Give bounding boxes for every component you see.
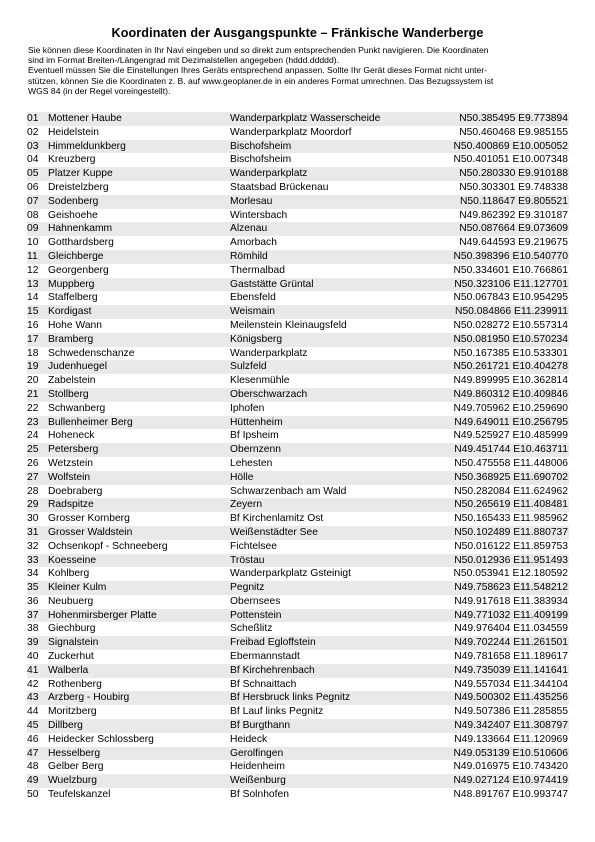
coordinates: N50.016122 E11.859753 xyxy=(454,540,568,552)
starting-point: Gaststätte Grüntal xyxy=(230,278,314,290)
page-title: Koordinaten der Ausgangspunkte – Fränkische Wanderberge xyxy=(111,26,484,40)
table-row xyxy=(27,540,569,554)
mountain-name: Wetzstein xyxy=(48,457,94,469)
table-row xyxy=(27,388,569,402)
mountain-name: Kohlberg xyxy=(48,568,90,580)
mountain-name: Bramberg xyxy=(48,333,94,345)
coordinates: N50.280330 E9.910188 xyxy=(459,168,568,180)
row-number: 34 xyxy=(27,568,39,580)
mountain-name: Himmeldunkberg xyxy=(48,140,126,152)
row-number: 29 xyxy=(27,499,39,511)
coordinates: N49.702244 E11.261501 xyxy=(454,637,568,649)
starting-point: Heideck xyxy=(230,733,268,745)
table-row xyxy=(27,291,569,305)
mountain-name: Walberla xyxy=(48,664,89,676)
row-number: 22 xyxy=(27,402,39,414)
coordinates: N50.012936 E11.951493 xyxy=(454,554,568,566)
row-number: 45 xyxy=(27,720,39,732)
row-number: 33 xyxy=(27,554,39,566)
starting-point: Weismain xyxy=(230,306,276,318)
starting-point: Bf Burgthann xyxy=(230,720,291,732)
table-row xyxy=(27,705,569,719)
table-row xyxy=(27,443,569,457)
starting-point: Römhild xyxy=(230,250,268,262)
table-row xyxy=(27,595,569,609)
mountain-name: Kordigast xyxy=(48,306,92,318)
row-number: 19 xyxy=(27,361,39,373)
mountain-name: Judenhuegel xyxy=(48,361,107,373)
row-number: 41 xyxy=(27,664,39,676)
table-row xyxy=(27,402,569,416)
table-row xyxy=(27,416,569,430)
coordinates: N49.860312 E10.409846 xyxy=(453,388,568,400)
mountain-name: Giechburg xyxy=(48,623,96,635)
table-row xyxy=(27,567,569,581)
mountain-name: Hohe Wann xyxy=(48,319,102,331)
mountain-name: Heidelstein xyxy=(48,126,99,138)
table-row xyxy=(27,209,569,223)
mountain-name: Mottener Haube xyxy=(48,113,122,124)
row-number: 04 xyxy=(27,154,39,166)
mountain-name: Wolfstein xyxy=(48,471,91,483)
row-number: 38 xyxy=(27,623,39,635)
row-number: 27 xyxy=(27,471,39,483)
row-number: 23 xyxy=(27,416,39,428)
table-row xyxy=(27,760,569,774)
coordinates: N50.323106 E11.127701 xyxy=(454,278,568,290)
starting-point: Amorbach xyxy=(230,237,277,249)
mountain-name: Signalstein xyxy=(48,637,99,649)
mountain-name: Kreuzberg xyxy=(48,154,96,166)
mountain-name: Ochsenkopf - Schneeberg xyxy=(48,540,168,552)
starting-point: Bf Kirchehrenbach xyxy=(230,664,315,676)
coordinates: N50.165433 E11.985962 xyxy=(454,513,568,525)
row-number: 18 xyxy=(27,347,39,359)
mountain-name: Hesselberg xyxy=(48,747,101,759)
row-number: 09 xyxy=(27,223,39,235)
table-row xyxy=(27,374,569,388)
table-row xyxy=(27,181,569,195)
coordinates: N50.087664 E9.073609 xyxy=(459,223,568,235)
mountain-name: Muppberg xyxy=(48,278,95,290)
row-number: 35 xyxy=(27,582,39,594)
mountain-name: Grosser Kornberg xyxy=(48,513,130,525)
mountain-name: Kleiner Kulm xyxy=(48,582,107,594)
row-number: 03 xyxy=(27,140,39,152)
row-number: 11 xyxy=(27,250,38,262)
coordinates: N49.649011 E10.256795 xyxy=(454,416,568,428)
table-row xyxy=(27,678,569,692)
coordinates: N49.771032 E11.409199 xyxy=(454,609,568,621)
row-number: 15 xyxy=(27,306,39,318)
starting-point: Weißenburg xyxy=(230,775,286,787)
coordinates: N49.027124 E10.974419 xyxy=(453,775,568,787)
coordinates: N50.303301 E9.748338 xyxy=(459,181,568,193)
starting-point: Gerolfingen xyxy=(230,747,284,759)
coordinates: N49.133664 E11.120969 xyxy=(454,733,568,745)
coordinates: N49.342407 E11.308797 xyxy=(454,720,568,732)
mountain-name: Teufelskanzel xyxy=(48,789,111,801)
starting-point: Pottenstein xyxy=(230,609,282,621)
coordinates: N49.053139 E10.510606 xyxy=(453,747,568,759)
mountain-name: Rothenberg xyxy=(48,678,102,690)
coordinates: N50.475558 E11.448006 xyxy=(454,457,568,469)
starting-point: Obernzenn xyxy=(230,444,281,456)
mountain-name: Bullenheimer Berg xyxy=(48,416,133,428)
starting-point: Wanderparkplatz Moordorf xyxy=(230,126,352,138)
starting-point: Morlesau xyxy=(230,195,273,207)
table-row xyxy=(27,360,569,374)
coordinates: N50.102489 E11.880737 xyxy=(454,526,568,538)
starting-point: Obernsees xyxy=(230,595,281,607)
row-number: 13 xyxy=(27,278,39,290)
mountain-name: Petersberg xyxy=(48,444,99,456)
starting-point: Scheßlitz xyxy=(230,623,273,635)
coordinates: N49.557034 E11.344104 xyxy=(454,678,568,690)
intro-line: WGS 84 (in der Regel voreingestellt). xyxy=(28,85,171,96)
starting-point: Hölle xyxy=(230,471,254,483)
starting-point: Bf Solnhofen xyxy=(230,789,289,801)
starting-point: Sulzfeld xyxy=(230,361,267,373)
starting-point: Bf Ipsheim xyxy=(230,430,279,442)
mountain-name: Geishoehe xyxy=(48,209,98,221)
table-row xyxy=(27,250,569,264)
table-row xyxy=(27,719,569,733)
mountain-name: Stollberg xyxy=(48,388,89,400)
mountain-name: Staffelberg xyxy=(48,292,98,304)
mountain-name: Platzer Kuppe xyxy=(48,168,113,180)
starting-point: Wintersbach xyxy=(230,209,288,221)
mountain-name: Doebraberg xyxy=(48,485,103,497)
mountain-name: Hahnenkamm xyxy=(48,223,113,235)
table-row xyxy=(27,733,569,747)
starting-point: Zeyern xyxy=(230,499,263,511)
coordinates: N50.282084 E11.624962 xyxy=(454,485,568,497)
mountain-name: Grosser Waldstein xyxy=(48,526,133,538)
starting-point: Oberschwarzach xyxy=(230,388,308,400)
coordinates: N49.899995 E10.362814 xyxy=(453,375,568,387)
coordinates: N49.644593 E9.219675 xyxy=(459,237,568,249)
table-row xyxy=(27,636,569,650)
starting-point: Bischofsheim xyxy=(230,154,292,166)
mountain-name: Neubuerg xyxy=(48,595,94,607)
starting-point: Ebermannstadt xyxy=(230,651,300,663)
coordinates: N50.398396 E10.540770 xyxy=(453,250,568,262)
row-number: 21 xyxy=(27,388,39,400)
row-number: 25 xyxy=(27,444,39,456)
mountain-name: Koesseine xyxy=(48,554,97,566)
starting-point: Tröstau xyxy=(230,554,265,566)
table-row xyxy=(27,195,569,209)
table-row xyxy=(27,457,569,471)
starting-point: Heidenheim xyxy=(230,761,285,773)
coordinates: N49.917618 E11.383934 xyxy=(454,595,568,607)
starting-point: Klesenmühle xyxy=(230,375,290,387)
coordinates: N50.334601 E10.766861 xyxy=(453,264,568,276)
coordinates: N50.265619 E11.408481 xyxy=(454,499,568,511)
table-row xyxy=(27,126,569,140)
coordinates: N49.705962 E10.259690 xyxy=(453,402,568,414)
table-row xyxy=(27,788,569,802)
intro-line: sind im Format Breiten-/Längengrad mit Dezimalstellen angegeben (hddd.ddddd). xyxy=(28,55,339,66)
table-row xyxy=(27,167,569,181)
coordinates: N49.500302 E11.435256 xyxy=(454,692,568,704)
row-number: 16 xyxy=(27,319,39,331)
intro-line: Eventuell müssen Sie die Einstellungen Ihres Geräts entsprechend anpassen. Sollte Ihr Gerät dieses Format nicht unter- xyxy=(28,65,488,76)
coordinates: N50.053941 E12.180592 xyxy=(453,568,568,580)
coordinates: N49.525927 E10.485999 xyxy=(453,430,568,442)
table-row xyxy=(27,305,569,319)
coordinates: N50.084866 E11.239911 xyxy=(455,306,568,318)
mountain-name: Gotthardsberg xyxy=(48,237,114,249)
coordinates: N49.758623 E11.548212 xyxy=(454,582,568,594)
row-number: 40 xyxy=(27,651,39,663)
row-number: 50 xyxy=(27,789,39,801)
starting-point: Bf Hersbruck links Pegnitz xyxy=(230,692,351,704)
starting-point: Wanderparkplatz xyxy=(230,168,308,180)
coordinates: N49.862392 E9.310187 xyxy=(459,209,568,221)
table-row xyxy=(27,609,569,623)
coordinates: N49.016975 E10.743420 xyxy=(453,761,568,773)
coordinates: N50.368925 E11.690702 xyxy=(454,471,568,483)
mountain-name: Gelber Berg xyxy=(48,761,104,773)
table-row xyxy=(27,622,569,636)
row-number: 32 xyxy=(27,540,39,552)
row-number: 48 xyxy=(27,761,39,773)
table-row xyxy=(27,774,569,788)
row-number: 31 xyxy=(27,526,39,538)
table-row xyxy=(27,471,569,485)
coordinates: N49.976404 E11.034559 xyxy=(454,623,568,635)
row-number: 14 xyxy=(27,292,39,304)
coordinates: N50.460468 E9.985155 xyxy=(459,126,568,138)
mountain-name: Schwanberg xyxy=(48,402,106,414)
starting-point: Staatsbad Brückenau xyxy=(230,181,329,193)
starting-point: Hüttenheim xyxy=(230,416,283,428)
mountain-name: Wuelzburg xyxy=(48,775,98,787)
coordinates: N50.167385 E10.533301 xyxy=(453,347,568,359)
coordinates: N49.781658 E11.189617 xyxy=(454,651,568,663)
starting-point: Bischofsheim xyxy=(230,140,292,152)
starting-point: Pegnitz xyxy=(230,582,265,594)
table-row xyxy=(27,140,569,154)
table-row xyxy=(27,498,569,512)
table-row xyxy=(27,319,569,333)
starting-point: Alzenau xyxy=(230,223,268,235)
row-number: 46 xyxy=(27,733,39,745)
table-row xyxy=(27,264,569,278)
row-number: 05 xyxy=(27,168,39,180)
mountain-name: Dreistelzberg xyxy=(48,181,109,193)
table-row xyxy=(27,112,569,126)
row-number: 07 xyxy=(27,195,39,207)
starting-point: Weißenstädter See xyxy=(230,526,318,538)
row-number: 39 xyxy=(27,637,39,649)
intro-line: stützen, können Sie die Koordinaten z. B. auf www.geoplaner.de in ein anderes Format umrechnen. Das Bezugssystem ist xyxy=(28,75,494,86)
coordinates: N50.028272 E10.557314 xyxy=(453,319,568,331)
starting-point: Wanderparkplatz Wasserscheide xyxy=(230,113,381,124)
row-number: 06 xyxy=(27,181,39,193)
table-row xyxy=(27,512,569,526)
coordinates-table xyxy=(27,112,569,802)
mountain-name: Hoheneck xyxy=(48,430,95,442)
row-number: 08 xyxy=(27,209,39,221)
table-row xyxy=(27,333,569,347)
coordinates: N50.067843 E10.954295 xyxy=(453,292,568,304)
starting-point: Schwarzenbach am Wald xyxy=(230,485,347,497)
starting-point: Bf Lauf links Pegnitz xyxy=(230,706,324,718)
starting-point: Ebensfeld xyxy=(230,292,276,304)
mountain-name: Moritzberg xyxy=(48,706,97,718)
table-row xyxy=(27,222,569,236)
row-number: 10 xyxy=(27,237,39,249)
row-number: 26 xyxy=(27,457,39,469)
intro-text xyxy=(28,45,573,96)
table-row xyxy=(27,664,569,678)
starting-point: Wanderparkplatz xyxy=(230,347,308,359)
table-row xyxy=(27,650,569,664)
row-number: 37 xyxy=(27,609,39,621)
starting-point: Lehesten xyxy=(230,457,273,469)
intro-line: Sie können diese Koordinaten in Ihr Navi eingeben und so direkt zum entsprechenden Punkt navigieren. Die Koordinaten xyxy=(28,45,489,55)
table-row xyxy=(27,554,569,568)
starting-point: Thermalbad xyxy=(230,264,285,276)
coordinates: N48.891767 E10.993747 xyxy=(453,789,568,801)
coordinates: N50.081950 E10.570234 xyxy=(453,333,568,345)
mountain-name: Arzberg - Houbirg xyxy=(48,692,130,704)
row-number: 01 xyxy=(27,113,39,124)
row-number: 47 xyxy=(27,747,39,759)
table-row xyxy=(27,153,569,167)
starting-point: Fichtelsee xyxy=(230,540,277,552)
table-row xyxy=(27,691,569,705)
table-row xyxy=(27,485,569,499)
mountain-name: Dillberg xyxy=(48,720,83,732)
starting-point: Bf Kirchenlamitz Ost xyxy=(230,513,324,525)
coordinates: N49.507386 E11.285855 xyxy=(454,706,568,718)
coordinates: N50.261721 E10.404278 xyxy=(453,361,568,373)
mountain-name: Georgenberg xyxy=(48,264,109,276)
table-row xyxy=(27,429,569,443)
coordinates: N49.735039 E11.141641 xyxy=(454,664,568,676)
starting-point: Meilenstein Kleinaugsfeld xyxy=(230,319,347,331)
mountain-name: Sodenberg xyxy=(48,195,99,207)
table-row xyxy=(27,526,569,540)
starting-point: Wanderparkplatz Gsteinigt xyxy=(230,568,351,580)
table-row xyxy=(27,278,569,292)
table-row xyxy=(27,236,569,250)
row-number: 49 xyxy=(27,775,39,787)
mountain-name: Radspitze xyxy=(48,499,94,511)
mountain-name: Hohenmirsberger Platte xyxy=(48,609,157,621)
row-number: 36 xyxy=(27,595,39,607)
table-row xyxy=(27,747,569,761)
coordinates: N50.400869 E10.005052 xyxy=(453,140,568,152)
row-number: 24 xyxy=(27,430,39,442)
table-row xyxy=(27,581,569,595)
row-number: 42 xyxy=(27,678,39,690)
coordinates: N50.401051 E10.007348 xyxy=(453,154,568,166)
row-number: 43 xyxy=(27,692,39,704)
table-row xyxy=(27,347,569,361)
starting-point: Bf Schnaittach xyxy=(230,678,297,690)
mountain-name: Zabelstein xyxy=(48,375,96,387)
mountain-name: Schwedenschanze xyxy=(48,347,135,359)
coordinates: N49.451744 E10.463711 xyxy=(454,444,568,456)
row-number: 30 xyxy=(27,513,39,525)
row-number: 44 xyxy=(27,706,39,718)
starting-point: Freibad Egloffstein xyxy=(230,637,316,649)
starting-point: Königsberg xyxy=(230,333,283,345)
mountain-name: Zuckerhut xyxy=(48,651,94,663)
row-number: 28 xyxy=(27,485,39,497)
coordinates: N50.118647 E9.805521 xyxy=(459,195,568,207)
row-number: 20 xyxy=(27,375,39,387)
starting-point: Iphofen xyxy=(230,402,265,414)
row-number: 12 xyxy=(27,264,39,276)
coordinates: N50.385495 E9.773894 xyxy=(459,113,568,124)
mountain-name: Gleichberge xyxy=(48,250,104,262)
row-number: 17 xyxy=(27,333,39,345)
row-number: 02 xyxy=(27,126,39,138)
mountain-name: Heidecker Schlossberg xyxy=(48,733,154,745)
